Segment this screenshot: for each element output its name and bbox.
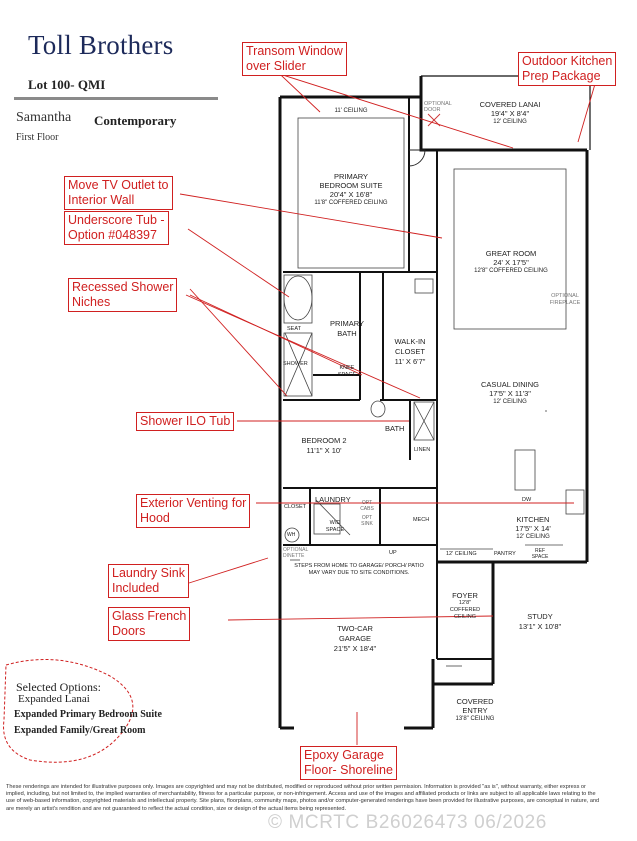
brand-logo: Toll Brothers — [28, 30, 174, 60]
closet-label: CLOSET — [284, 504, 307, 510]
great-room-label: GREAT ROOM 24' X 17'5" 12'8" COFFERED CEILING — [474, 249, 548, 274]
foyer-top-ceiling: 12' CEILING — [446, 551, 477, 557]
shower-label: SHOWER — [283, 361, 308, 367]
primary-suite-top-ceiling: 11' CEILING — [334, 108, 368, 114]
disclaimer-text: These renderings are intended for illustrative purposes only. Images are copyrighted and may not be distributed, modified or reproduced without prior written permission. Information is provided "as is", without warranty, either express or implied, including, but not limited to, the implied warranties of merchantability, fitness for a particular purpose, or non-infringement. Access and use of the images and affiliated products or links are subject to all applicable laws relating to the use of web-based information, copyrighted materials and intellectual property. Site plans, floorplans, community maps, photos and/or computer-generated renderings have been provided for illustrative purposes, are conceptual in nature, and are merely an artist's rendition and are not guaranteed to reflect the actual condition, size or design of the actual items being represented. — [6, 784, 600, 812]
callout-tv-outlet: Move TV Outlet to Interior Wall — [64, 176, 173, 210]
selected-option-item: Expanded Lanai — [18, 693, 90, 705]
optional-door-label: OPTIONAL DOOR — [424, 101, 452, 113]
selected-option-item: Expanded Family/Great Room — [14, 725, 146, 736]
garage-label: TWO-CAR GARAGE 21'5" X 18'4" — [333, 624, 377, 653]
floor-label: First Floor — [16, 132, 59, 143]
casual-dining-label: CASUAL DINING 17'5" X 11'3" 12' CEILING — [480, 380, 540, 405]
lot-label: Lot 100- QMI — [28, 77, 106, 92]
fireplace-label: OPTIONAL FIREPLACE — [549, 293, 581, 306]
linen-label: LINEN — [414, 447, 431, 453]
kitchen-label: KITCHEN 17'5" X 14' 12' CEILING — [515, 515, 551, 540]
bath-label: BATH — [385, 424, 405, 433]
callout-shower-niches: Recessed Shower Niches — [68, 278, 177, 312]
selected-options-title: Selected Options: — [16, 680, 101, 694]
steps-note: STEPS FROM HOME TO GARAGE/ PORCH/ PATIO MAY VARY DUE TO SITE CONDITIONS. — [294, 563, 424, 576]
water-heater-label: WH — [287, 532, 296, 538]
foyer-label: FOYER 12'8" COFFERED CEILING — [449, 591, 481, 620]
walkin-closet-label: WALK-IN CLOSET 11' X 6'7" — [394, 337, 426, 366]
dishwasher-label: DW — [522, 497, 532, 503]
pantry-label: PANTRY — [494, 551, 516, 557]
covered-lanai-label: COVERED LANAI 19'4" X 8'4" 12' CEILING — [479, 100, 541, 125]
model-name: Samantha — [16, 110, 72, 125]
ref-space-label: REF SPACE — [531, 548, 549, 560]
study-label: STUDY 13'1" X 10'8" — [518, 612, 562, 631]
opt-sink-label: OPT SINK — [361, 515, 373, 527]
seat-label: SEAT — [287, 326, 301, 332]
up-label: UP — [389, 550, 397, 556]
callout-epoxy-floor: Epoxy Garage Floor- Shoreline — [300, 746, 397, 780]
optional-dinette-label: OPTIONAL DINETTE — [283, 547, 309, 559]
mls-watermark: © MCRTC B26026473 06/2026 — [268, 812, 547, 833]
primary-suite-label: PRIMARY BEDROOM SUITE 20'4" X 16'8" 11'8" COFFERED CEILING — [314, 172, 388, 206]
callout-shower-ilo-tub: Shower ILO Tub — [136, 412, 234, 431]
bedroom2-label: BEDROOM 2 11'1" X 10' — [301, 436, 347, 455]
knee-space-label: KNEE SPACE — [337, 365, 357, 378]
selected-option-item: Expanded Primary Bedroom Suite — [14, 709, 162, 720]
callout-outdoor-kitchen: Outdoor Kitchen Prep Package — [518, 52, 616, 86]
primary-bath-label: PRIMARY BATH — [329, 319, 365, 338]
opt-cabs-label: OPT CABS — [360, 500, 374, 512]
callout-exterior-venting: Exterior Venting for Hood — [136, 494, 250, 528]
callout-transom-window: Transom Window over Slider — [242, 42, 347, 76]
style-name: Contemporary — [94, 113, 177, 128]
covered-entry-label: COVERED ENTRY 13'8" CEILING — [455, 697, 495, 722]
mech-label: MECH — [413, 517, 430, 523]
door-swings — [409, 114, 440, 166]
callout-french-doors: Glass French Doors — [108, 607, 190, 641]
callout-laundry-sink: Laundry Sink Included — [108, 564, 189, 598]
callout-underscore-tub: Underscore Tub - Option #048397 — [64, 211, 169, 245]
wd-space-label: W/D SPACE — [325, 520, 345, 533]
laundry-label: LAUNDRY — [315, 495, 351, 504]
